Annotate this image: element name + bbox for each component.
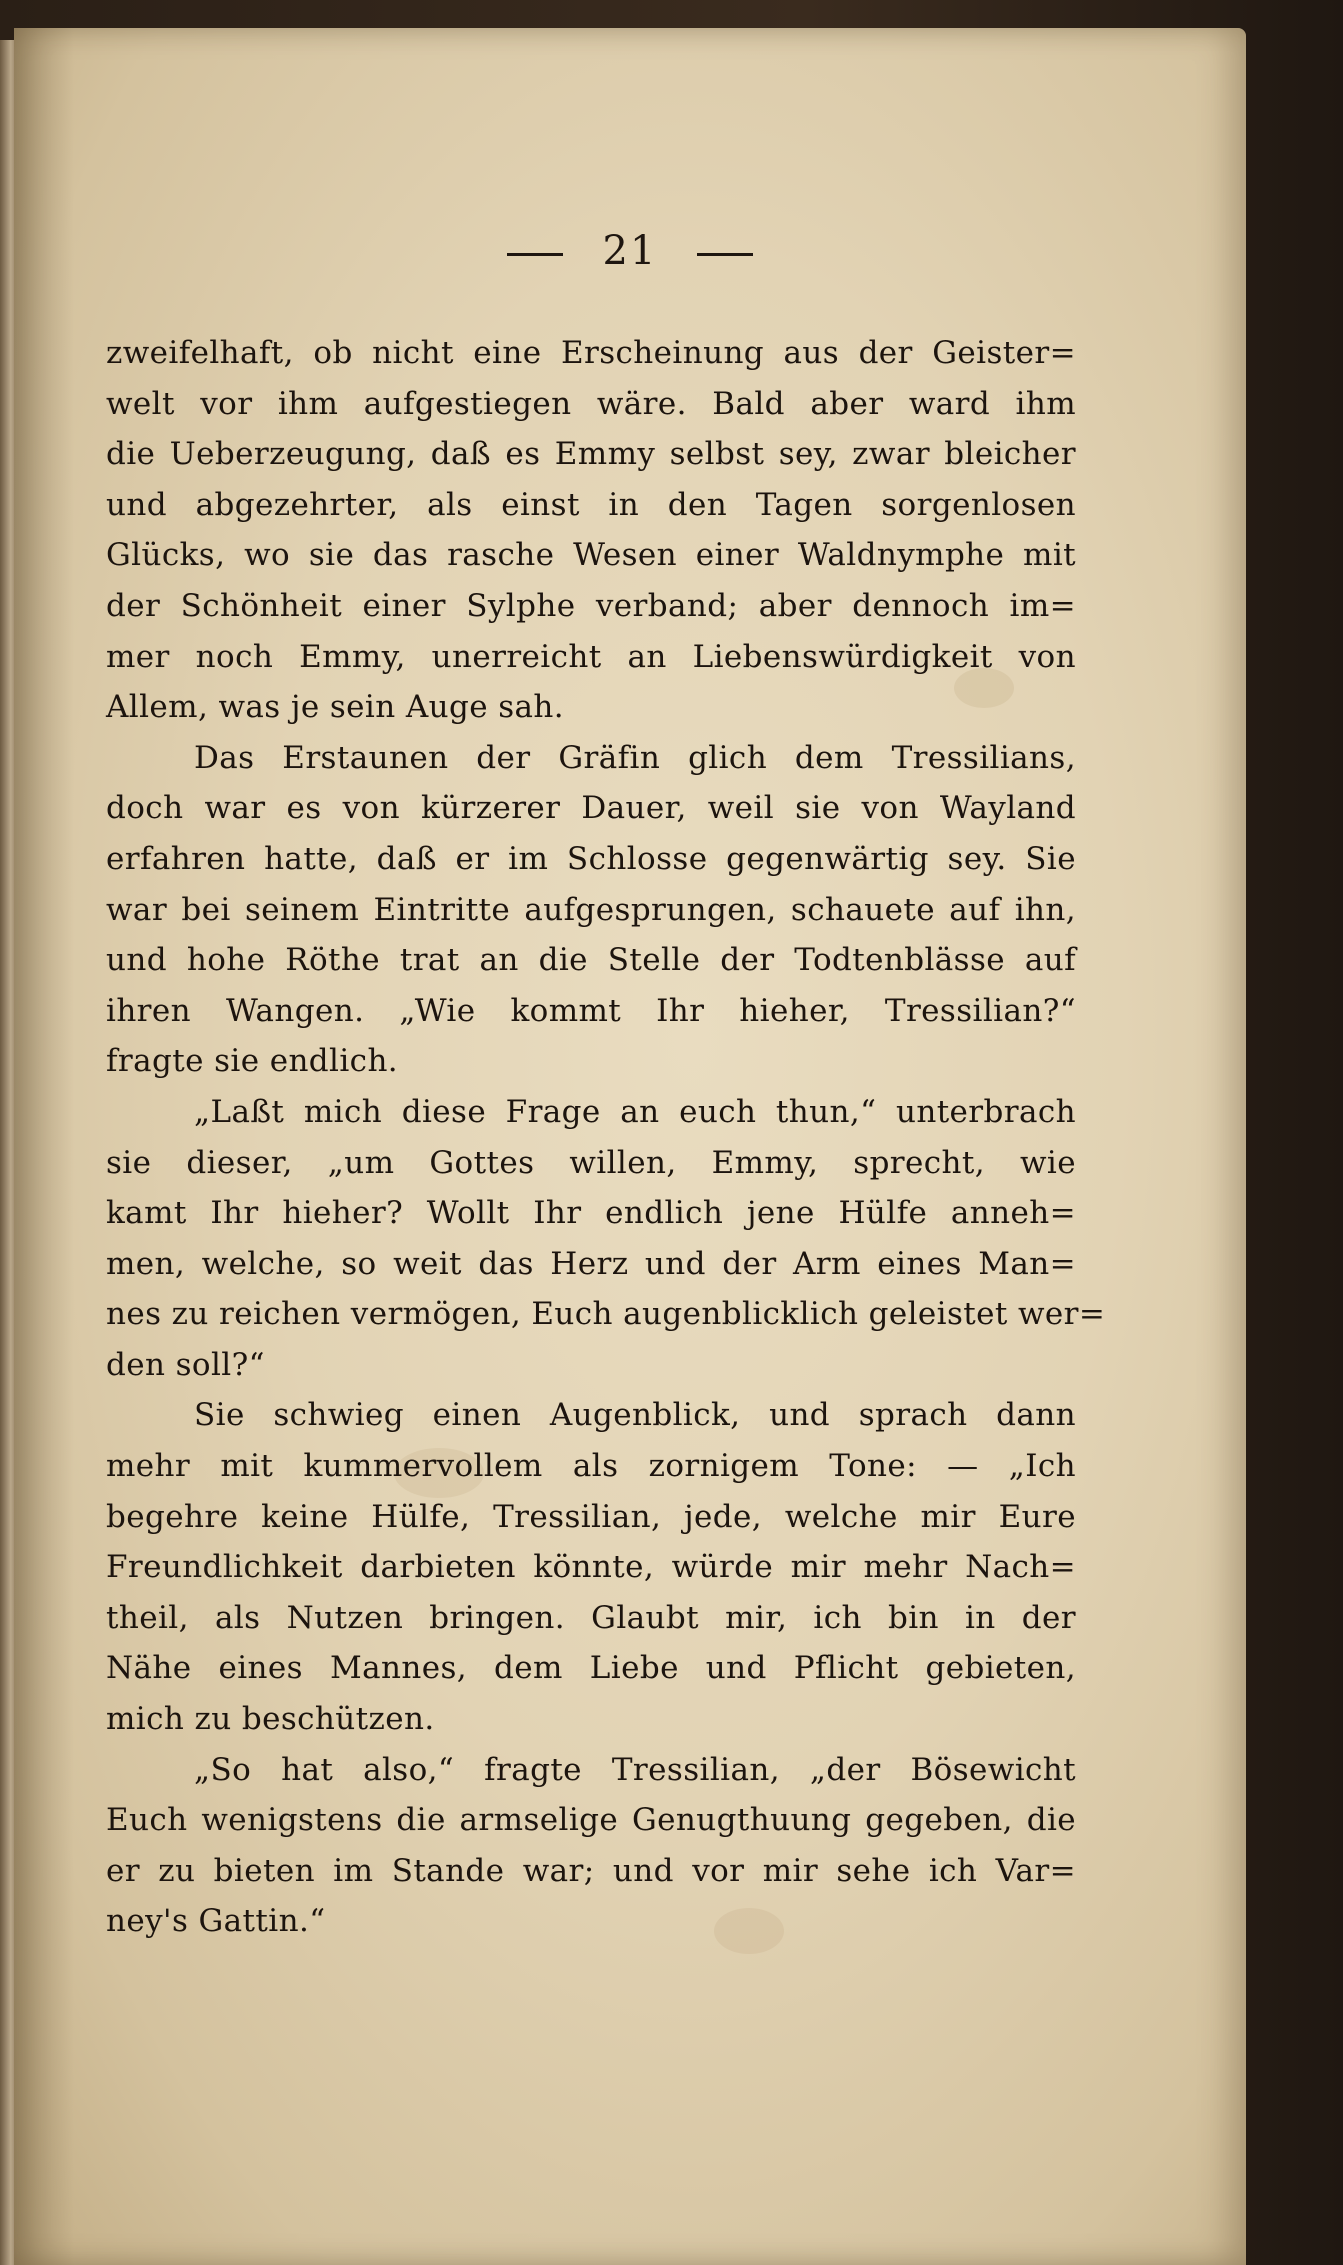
text-line: sie dieser, „um Gottes willen, Emmy, sprecht, wie [106,1144,1076,1181]
paragraph [106,1745,1076,1947]
page-header [14,228,1246,274]
text-line: doch war es von kürzerer Dauer, weil sie von Wayland [106,790,1076,827]
text-line: ihren Wangen. „Wie kommt Ihr hieher, Tressilian?“ [106,992,1076,1029]
text-line: fragte sie endlich. [106,1043,399,1080]
text-line: Das Erstaunen der Gräfin glich dem Tressilians, [194,739,1076,776]
text-line: men, welche, so weit das Herz und der Arm eines Man= [106,1245,1076,1282]
book-page [14,28,1246,2265]
text-line: Euch wenigstens die armselige Genugthuung gegeben, die [106,1802,1076,1839]
text-line: zweifelhaft, ob nicht eine Erscheinung aus der Geister= [106,335,1076,371]
text-line: Glücks, wo sie das rasche Wesen einer Waldnymphe mit [106,537,1076,574]
text-line: theil, als Nutzen bringen. Glaubt mir, ich bin in der [106,1599,1076,1636]
paragraph [106,733,1076,1087]
text-line: welt vor ihm aufgestiegen wäre. Bald aber ward ihm [106,385,1076,422]
text-line: Sie schwieg einen Augenblick, und sprach dann [194,1397,1076,1434]
text-line: kamt Ihr hieher? Wollt Ihr endlich jene Hülfe anneh= [106,1195,1076,1232]
paragraph [106,328,1076,733]
paragraph [106,1087,1106,1391]
text-line: und hohe Röthe trat an die Stelle der Todtenblässe auf [106,942,1076,979]
text-line: die Ueberzeugung, daß es Emmy selbst sey, zwar bleicher [106,436,1076,473]
text-line: war bei seinem Eintritte aufgesprungen, schauete auf ihn, [106,891,1076,928]
header-dash-right [697,253,753,256]
text-line: der Schönheit einer Sylphe verband; aber dennoch im= [106,587,1076,624]
page-number: 21 [602,228,658,274]
text-line: Nähe eines Mannes, dem Liebe und Pflicht gebieten, [106,1650,1076,1687]
text-line: er zu bieten im Stande war; und vor mir sehe ich Var= [106,1852,1076,1889]
header-dash-left [507,253,563,256]
text-line: ney's Gattin.“ [106,1903,326,1940]
text-line: begehre keine Hülfe, Tressilian, jede, welche mir Eure [106,1498,1076,1535]
text-line: Freundlichkeit darbieten könnte, würde mir mehr Nach= [106,1549,1076,1586]
text-line: nes zu reichen vermögen, Euch augenblicklich geleistet wer= [106,1296,1106,1333]
text-line: mer noch Emmy, unerreicht an Liebenswürdigkeit von [106,638,1076,675]
text-line: mich zu beschützen. [106,1701,435,1738]
text-line: erfahren hatte, daß er im Schlosse gegenwärtig sey. Sie [106,840,1076,877]
body-text [106,328,1106,1947]
text-line: Allem, was je sein Auge sah. [106,689,565,726]
text-line: mehr mit kummervollem als zornigem Tone: — „Ich [106,1448,1076,1485]
text-line: „So hat also,“ fragte Tressilian, „der Bösewicht [194,1751,1076,1788]
text-line: den soll?“ [106,1346,265,1383]
text-line: und abgezehrter, als einst in den Tagen sorgenlosen [106,486,1076,523]
text-line: „Laßt mich diese Frage an euch thun,“ unterbrach [194,1093,1076,1130]
spine-shadow [14,28,74,2265]
paragraph [106,1390,1076,1744]
